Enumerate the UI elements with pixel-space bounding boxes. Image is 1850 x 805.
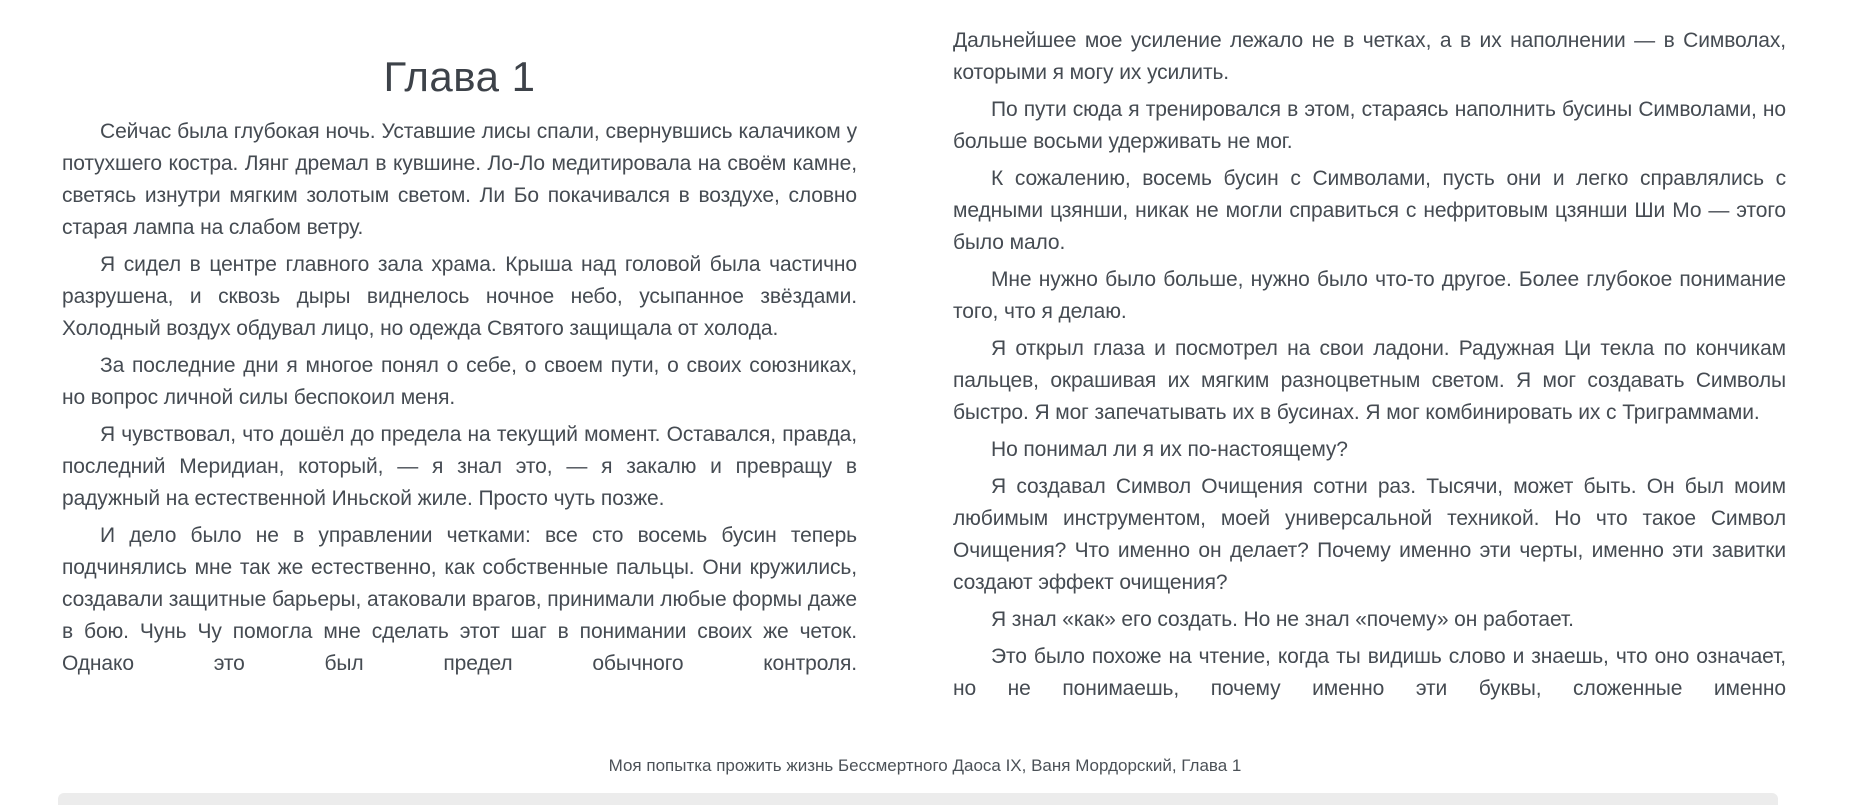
reader-column-left[interactable]	[62, 116, 857, 740]
paragraph: Сейчас была глубокая ночь. Уставшие лисы спали, свернувшись калачиком у потухшего костра. Лянг дремал в кувшине. Ло-Ло медитировала на своём камне, светясь изнутри мягким золотым светом. Ли Бо покачивался в воздухе, словно старая лампа на слабом ветру.	[62, 120, 857, 239]
paragraph: Я открыл глаза и посмотрел на свои ладони. Радужная Ци текла по кончикам пальцев, окрашивая их мягким разноцветным светом. Я мог создавать Символы быстро. Я мог запечатывать их в бусинах. Я мог комбинировать их с Триграммами.	[953, 337, 1786, 424]
paragraph: Дальнейшее мое усиление лежало не в четках, а в их наполнении — в Символах, которыми я могу их усилить.	[953, 29, 1786, 84]
paragraph: Я знал «как» его создать. Но не знал «почему» он работает.	[991, 608, 1574, 631]
reader-column-right[interactable]	[953, 25, 1786, 741]
paragraph: Это было похоже на чтение, когда ты видишь слово и знаешь, что оно означает, но не понимаешь, почему именно эти буквы, сложенные именно	[953, 645, 1786, 700]
chapter-title: Глава 1	[383, 53, 536, 101]
paragraph: К сожалению, восемь бусин с Символами, пусть они и легко справлялись с медными цзянши, никак не могли справиться с нефритовым цзянши Ши Мо — этого было мало.	[953, 167, 1786, 254]
paragraph: За последние дни я многое понял о себе, о своем пути, о своих союзниках, но вопрос личной силы беспокоил меня.	[62, 354, 857, 409]
paragraph: Я создавал Символ Очищения сотни раз. Тысячи, может быть. Он был моим любимым инструментом, моей универсальной техникой. Но что такое Символ Очищения? Что именно он делает? Почему именно эти черты, именно эти завитки создают эффект очищения?	[953, 475, 1786, 594]
paragraph: Я сидел в центре главного зала храма. Крыша над головой была частично разрушена, и сквозь дыры виднелось ночное небо, усыпанное звёздами. Холодный воздух обдувал лицо, но одежда Святого защищала от холода.	[62, 253, 857, 340]
reading-progress-bar[interactable]	[58, 793, 1778, 805]
paragraph: Я чувствовал, что дошёл до предела на текущий момент. Оставался, правда, последний Меридиан, который, — я знал это, — я закалю и превращу в радужный на естественной Иньской жиле. Просто чуть позже.	[62, 423, 857, 510]
paragraph: По пути сюда я тренировался в этом, стараясь наполнить бусины Символами, но больше восьми удерживать не мог.	[953, 98, 1786, 153]
book-info-footer: Моя попытка прожить жизнь Бессмертного Даоса IX, Ваня Мордорский, Глава 1	[608, 756, 1242, 775]
paragraph: И дело было не в управлении четками: все сто восемь бусин теперь подчинялись мне так же естественно, как собственные пальцы. Они кружились, создавали защитные барьеры, атаковали врагов, принимали любые формы даже в бою. Чунь Чу помогла мне сделать этот шаг в понимании своих же четок. Однако это был предел обычного контроля.	[62, 524, 857, 675]
paragraph: Мне нужно было больше, нужно было что-то другое. Более глубокое понимание того, что я делаю.	[953, 268, 1786, 323]
paragraph: Но понимал ли я их по-настоящему?	[991, 438, 1348, 461]
